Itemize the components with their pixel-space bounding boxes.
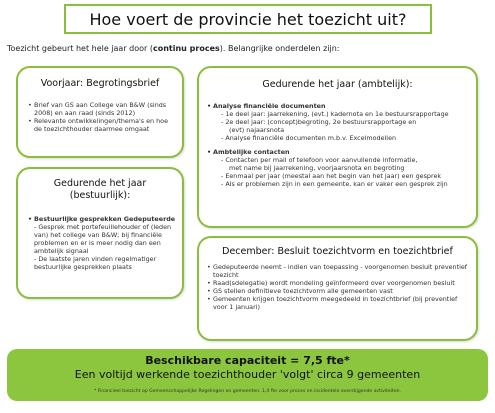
list-item: • Relevante ontwikkelingen/thema's en hoe de toezichthouder daarmee omgaat xyxy=(28,117,176,133)
capacity-line2: Een voltijd werkende toezichthouder 'volgt' circa 9 gemeenten xyxy=(74,368,421,381)
voorjaar-list xyxy=(28,101,176,133)
bestuurlijk-item-head: • Bestuurlijke gesprekken Gedeputeerde xyxy=(28,215,176,223)
december-box xyxy=(197,236,478,341)
list-item: • Raad(sdelegatie) wordt mondeling geïnformeerd over voorgenomen besluit xyxy=(207,279,468,287)
bestuurlijk-subitem: - De laatste jaren vinden regelmatiger bestuurlijke gesprekken plaats xyxy=(34,255,157,271)
voorjaar-heading: Voorjaar: Begrotingsbrief xyxy=(40,78,160,89)
december-list xyxy=(207,263,468,311)
list-item: • Gedeputeerde neemt - indien van toepassing - voorgenomen besluit preventief toezicht xyxy=(207,263,468,279)
bestuurlijk-subitem: - Gesprek met portefeuillehouder of (leden van) het college van B&W; bij financiële problemen en er is meer nodig dan een ambtelijk signaal xyxy=(34,223,172,255)
ambtelijk-subitem: (evt) najaarsnota xyxy=(229,126,285,134)
capacity-bar xyxy=(7,349,488,401)
list-item: • GS stellen definitieve toezichtvorm alle gemeenten vast xyxy=(207,287,468,295)
ambtelijk-subitem: - Contacten per mail of telefoon voor aanvullende informatie, xyxy=(221,156,418,164)
page-title: Hoe voert de provincie het toezicht uit? xyxy=(89,9,407,29)
ambtelijk-group2-head: • Ambtelijke contacten xyxy=(207,148,470,156)
list-item: • Brief van GS aan College van B&W (sinds 2008) en aan raad (sinds 2012) xyxy=(28,101,176,117)
intro-text xyxy=(7,44,487,53)
capacity-line1: Beschikbare capaciteit = 7,5 fte* xyxy=(145,354,350,367)
bestuurlijk-box xyxy=(16,167,184,299)
ambtelijk-group1 xyxy=(207,102,470,110)
ambtelijk-heading: Gedurende het jaar (ambtelijk): xyxy=(262,79,413,90)
bestuurlijk-list xyxy=(28,215,176,223)
intro-before: Toezicht gebeurt het hele jaar door ( xyxy=(7,44,153,53)
ambtelijk-group1-head: • Analyse financiële documenten xyxy=(207,102,470,110)
bestuurlijk-heading: Gedurende het jaar (bestuurlijk): xyxy=(53,178,147,201)
intro-bold: continu proces xyxy=(152,44,220,53)
capacity-footnote: * Financieel toezicht op Gemeenschappelijke Regelingen en gemeenten. 1,4 fte voor proces en incidentele overstijgende activiteiten. xyxy=(93,389,402,394)
ambtelijk-subitem: - Eenmaal per jaar (meestal aan het begin van het jaar) een gesprek xyxy=(221,172,442,180)
voorjaar-box xyxy=(16,66,184,158)
intro-after: ). Belangrijke onderdelen zijn: xyxy=(219,44,340,53)
list-item: • Gemeenten krijgen toezichtvorm meegedeeld in toezichtbrief (bij preventief voor 1 januari) xyxy=(207,295,468,311)
december-heading: December: Besluit toezichtvorm en toezichtbrief xyxy=(222,246,453,257)
ambtelijk-subitem: - 2e deel jaar: (concept)begroting, 2e bestuursrapportage en xyxy=(221,118,417,126)
page-title-box xyxy=(64,4,432,34)
ambtelijk-box xyxy=(197,66,478,228)
ambtelijk-subitem: - Als er problemen zijn in een gemeente, kan er vaker een gesprek zijn xyxy=(221,180,448,188)
ambtelijk-subitem: - Analyse financiële documenten m.b.v. Excelmodellen xyxy=(221,134,397,142)
ambtelijk-group2 xyxy=(207,148,470,156)
ambtelijk-subitem: met name bij jaarrekening, voorjaarsnota en begroting xyxy=(229,164,405,172)
ambtelijk-subitem: - 1e deel jaar: jaarrekening, (evt.) kadernota en 1e bestuursrapportage xyxy=(221,110,449,118)
